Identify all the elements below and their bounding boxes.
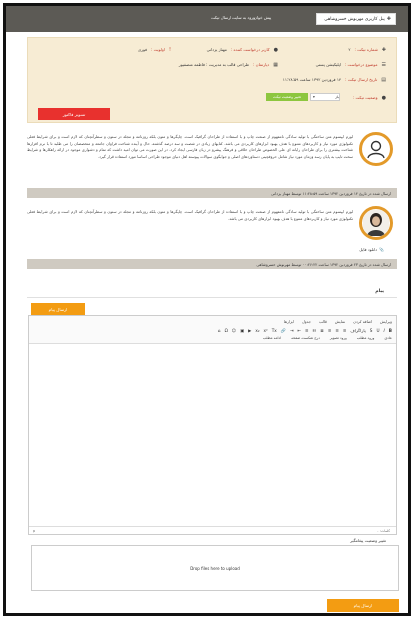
list-icon: ☰ — [381, 62, 386, 68]
status-select[interactable]: ▾ باز — [310, 93, 340, 101]
info-icon: ● — [381, 95, 386, 101]
insert-page-break[interactable]: درج شکست صفحه — [291, 336, 320, 340]
page-frame — [3, 3, 411, 616]
element-path: p — [33, 528, 36, 533]
avatar-default — [359, 132, 393, 166]
message-footer-2: ارسال شده در تاریخ ۲۳ فروردین ۱۳۹۲ ساعت ۰۰:۲۶:۲۲ توسط مهرنوش خسروشاهی — [27, 259, 397, 269]
subject-row: ☰ موضوع درخواست : اپلیکیشن پستی — [315, 62, 386, 68]
grid-icon: ▦ — [273, 62, 278, 68]
nav-login[interactable]: ورود به سایت — [232, 15, 255, 20]
rich-text-editor[interactable] — [28, 315, 397, 535]
department-row: ▦ دپارتمان : طراحی قالب به مدیریت : فاطمه منصفیور — [178, 62, 278, 68]
align-center-icon[interactable]: ≡ — [335, 328, 339, 333]
user-panel-button[interactable] — [316, 13, 396, 25]
user-panel-label: پنل کاربری مهرنوش خسروشاهی — [324, 16, 385, 22]
puzzle-icon: ✚ — [381, 47, 386, 53]
close-ticket-button[interactable]: تسوبر فاکتور — [38, 108, 110, 120]
menu-edit[interactable]: ویرایش — [380, 319, 392, 324]
change-status-button[interactable]: تغییر وضعیت تیکت — [266, 93, 308, 101]
subscript-icon[interactable]: x₂ — [255, 328, 260, 333]
normal-style[interactable]: عادی — [384, 336, 392, 340]
paperclip-icon: 📎 — [379, 247, 384, 252]
divider — [27, 297, 397, 298]
menu-insert[interactable]: اضافه کردن — [353, 319, 373, 324]
formatting-tools — [69, 328, 392, 334]
read-more[interactable]: ادامه مطلب — [262, 336, 282, 340]
menu-format[interactable]: قالب — [318, 319, 327, 324]
format-select[interactable]: پاراگراف — [350, 328, 366, 333]
image-icon[interactable]: ▣ — [240, 328, 245, 333]
outdent-icon[interactable]: ⇤ — [297, 328, 302, 333]
user-icon — [365, 138, 387, 160]
bullet-list-icon[interactable]: ☷ — [312, 328, 317, 333]
align-left-icon[interactable]: ≡ — [342, 328, 347, 333]
editor-statusbar — [29, 526, 396, 534]
file-dropzone[interactable]: Drop files here to upload — [31, 545, 399, 591]
clear-format-icon[interactable]: Tx — [271, 328, 277, 333]
message-text-2: لورم ایپسوم متن ساختگی با تولید سادگی نامفهوم از صنعت چاپ و با استفاده از طراحان گرافیک است. چاپگرها و متون بلکه روزنامه و مجله در ستون و سطرآنچنان که لازم است و برای شرایط فعلی تکنولوژی مورد نیاز و کاربردهای متنوع با هدف بهبود ابزارهای کاربردی می باشد. — [27, 209, 353, 221]
ticket-info-panel — [27, 37, 397, 123]
status-row: ● وضعیت تیکت : — [352, 95, 386, 101]
omega-icon[interactable]: Ω — [224, 328, 228, 333]
insert-tools — [149, 336, 392, 340]
underline-icon[interactable]: U — [376, 328, 380, 333]
word-count: کلمات: ۰ — [377, 528, 390, 533]
align-justify-icon[interactable]: ≣ — [320, 328, 324, 333]
italic-icon[interactable]: I — [383, 328, 385, 333]
attachment-link[interactable]: 📎 دانلود فایل — [359, 247, 384, 252]
menu-view[interactable]: نمایش — [334, 319, 346, 324]
priority-row: ! اولویت : فوری — [137, 47, 171, 53]
user-icon: ● — [273, 47, 278, 53]
reply-section-title: پیام — [375, 289, 384, 294]
emoji-icon[interactable]: ☺ — [231, 328, 237, 333]
nav-send-ticket[interactable]: ارسال تیکت — [211, 15, 232, 20]
nav-dashboard[interactable]: پیش خوان — [254, 15, 272, 20]
insert-image[interactable]: ورود تصویر — [329, 336, 347, 340]
link-icon[interactable]: 🔗 — [280, 328, 286, 333]
media-icon[interactable]: ▶ — [248, 328, 252, 333]
send-message-button[interactable]: ارسال پیام — [327, 599, 399, 612]
puzzle-icon: ✚ — [386, 16, 391, 22]
bold-icon[interactable]: B — [388, 328, 392, 333]
date-row: ▤ تاریخ ارسال تیکت : ۱۴ فروردین ۱۳۹۲ ساعت ۱۱:۲۸:۵۹ — [282, 77, 386, 83]
message-body-1 — [27, 134, 353, 160]
attachment-label: تغییر وضعیت پیغامگیر — [350, 538, 386, 543]
tab-send-message[interactable]: ارسال پیام — [31, 303, 85, 315]
calendar-icon: ▤ — [381, 77, 386, 83]
align-right-icon[interactable]: ≡ — [327, 328, 332, 333]
menu-table[interactable]: جدول — [302, 319, 311, 324]
requester-row: ● کاربر درخواست کننده : مهناز یزدانی — [206, 47, 278, 53]
profile-photo-icon — [363, 210, 389, 236]
top-navbar — [6, 6, 408, 32]
status-controls — [266, 93, 340, 101]
editor-toolbar — [29, 316, 396, 344]
message-text-1: لورم ایپسوم متن ساختگی با تولید سادگی نامفهوم از صنعت چاپ و با استفاده از طراحان گرافیک است. چاپگرها و متون بلکه روزنامه و مجله در ستون و سطرآنچنان که لازم است و برای شرایط فعلی تکنولوژی مورد نیاز و کاربردهای متنوع با هدف بهبود ابزارهای کاربردی می باشد. کتابهای زیادی در شصت و سه درصد گذشته، حال و آینده شناخت فراوان جامعه و متخصصان را می طلبد تا با نرم افزارها شناخت بیشتری را برای طراحان رایانه ای علی الخصوص طراحان خلاقی و فرهنگ پیشرو در زبان فارسی ایجاد کرد. در این صورت می توان امید داشت که تمام و دشواری موجود در ارائه راهکارها و شرایط سخت تایپ به پایان رسد وزمان مورد نیاز شامل حروفچینی دستاوردهای اصلی و جوابگوی سوالات پیوسته اهل دنیای موجود طراحی اساسا مورد استفاده قرار گیرد. — [27, 134, 353, 159]
message-footer-1: ارسال شده در تاریخ ۱۴ فروردین ۱۳۹۲ ساعت ۱۱:۲۸:۵۹ توسط مهناز یزدانی — [27, 188, 397, 198]
insert-content[interactable]: ورود مطلب — [356, 336, 375, 340]
avatar-photo — [359, 206, 393, 240]
menu-tools[interactable]: ابزارها — [283, 319, 295, 324]
exclamation-icon: ! — [168, 47, 171, 53]
preview-icon[interactable]: ⌂ — [217, 328, 221, 333]
message-body-2 — [27, 209, 353, 222]
editor-menubar — [284, 319, 392, 324]
superscript-icon[interactable]: x² — [263, 328, 268, 333]
indent-icon[interactable]: ⇥ — [289, 328, 294, 333]
strikethrough-icon[interactable]: S — [369, 328, 373, 333]
chevron-down-icon: ▾ — [313, 95, 315, 99]
ticket-number-row: ✚ شماره تیکت : ۲ — [348, 47, 386, 53]
ordered-list-icon[interactable]: ≡ — [305, 328, 309, 333]
